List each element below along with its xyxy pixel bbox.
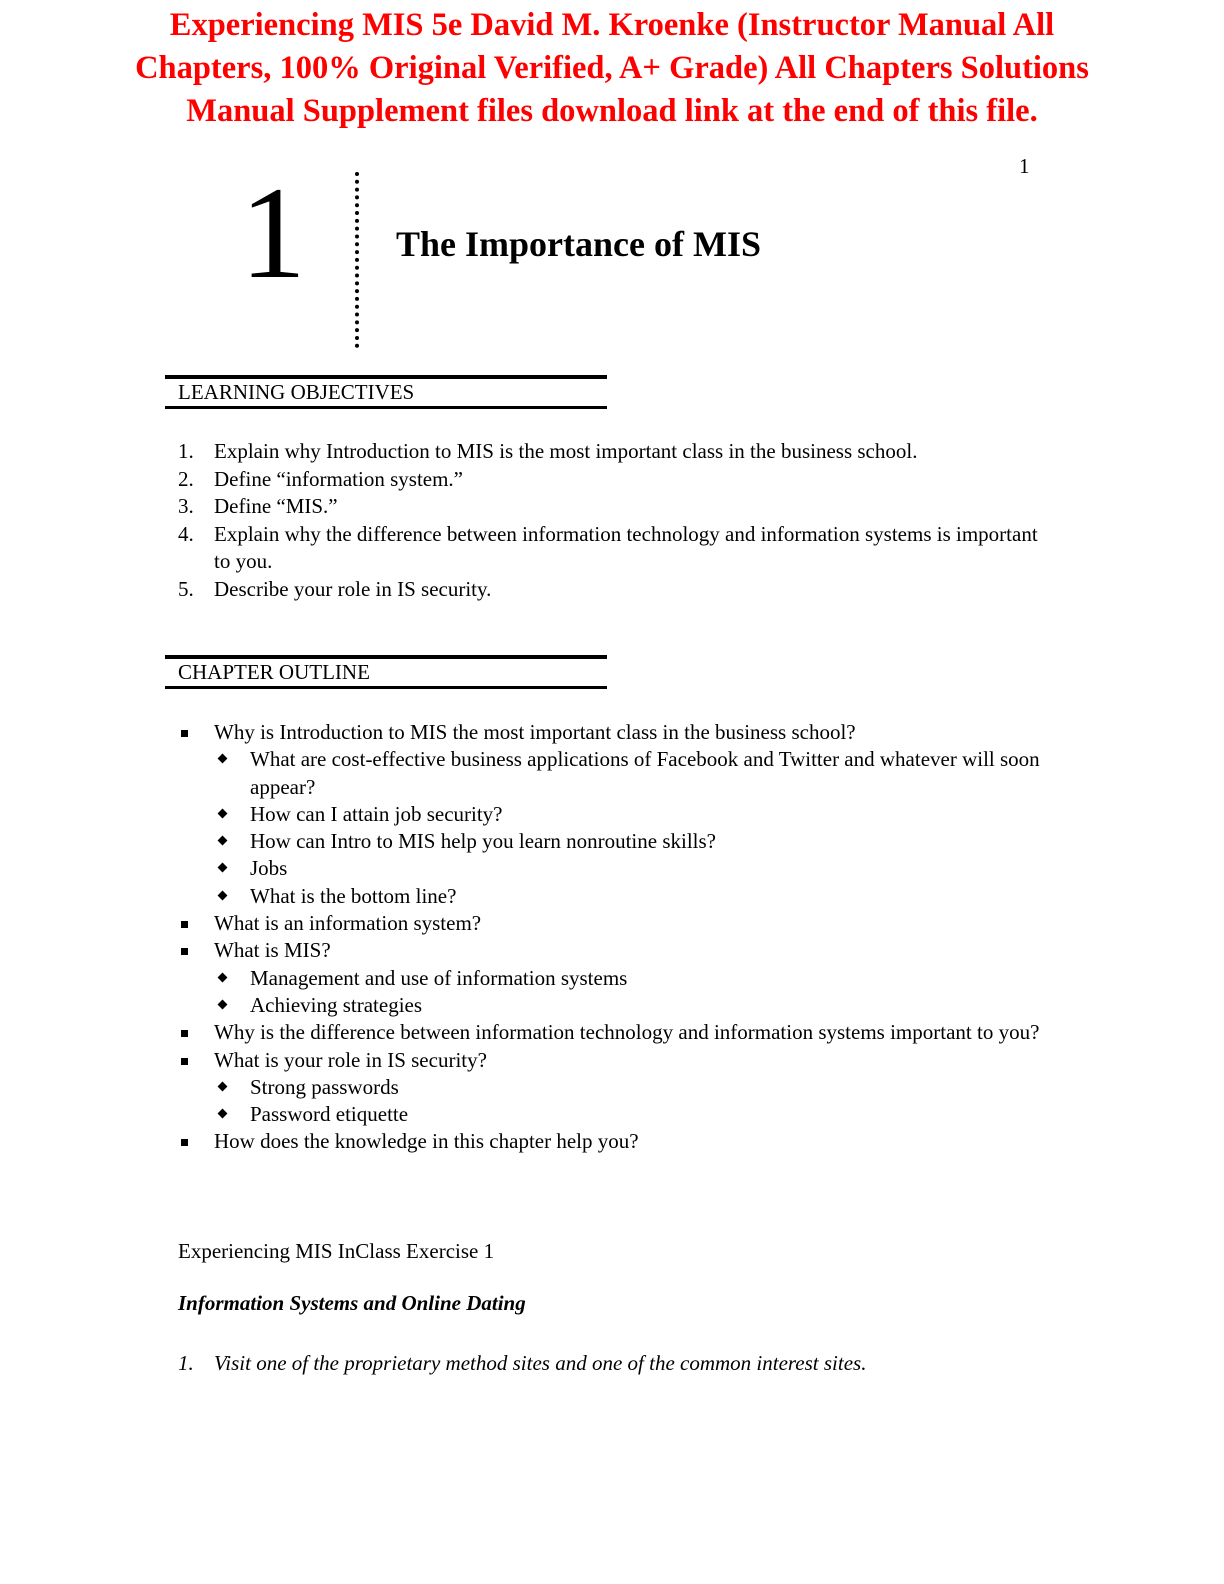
outline-subitem [214,1074,1058,1101]
learning-objectives-header [165,375,607,409]
diamond-bullet-icon [218,863,228,873]
exercise-question-text: Visit one of the proprietary method sites and one of the common interest sites. [214,1351,867,1375]
learning-objectives-heading: LEARNING OBJECTIVES [178,380,415,404]
objective-number: 5. [178,576,194,601]
outline-subitem-text: Jobs [250,856,288,881]
outline-subitem [214,883,1058,910]
square-bullet-icon [181,921,188,928]
objective-text: Describe your role in IS security. [214,576,492,601]
banner-line-1: Experiencing MIS 5e David M. Kroenke (Instructor Manual All [169,7,1055,43]
outline-subitem [214,965,1058,992]
exercise-question-number: 1. [178,1351,194,1375]
chapter-divider [355,172,359,348]
learning-objectives-list [178,438,1058,603]
outline-item [178,910,1058,937]
diamond-bullet-icon [218,808,228,818]
outline-subitem-text: How can I attain job security? [250,801,503,826]
outline-subitem [214,855,1058,882]
objective-text: Define “information system.” [214,466,464,491]
banner-line-3: Manual Supplement files download link at the end of this file. [186,93,1038,129]
outline-sublist [214,965,1058,1020]
outline-item-text: What is MIS? [214,938,331,963]
header-rule-bottom [165,686,607,689]
chapter-outline-list [178,719,1058,1156]
outline-item [178,719,1058,910]
outline-subitem [214,801,1058,828]
objective-number: 4. [178,521,194,546]
diamond-bullet-icon [218,754,228,764]
square-bullet-icon [181,1139,188,1146]
outline-subitem [214,1101,1058,1128]
promo-banner [40,4,1184,133]
square-bullet-icon [181,1030,188,1037]
diamond-bullet-icon [218,890,228,900]
objective-item [178,466,1058,494]
outline-subitem-text: What is the bottom line? [250,883,457,908]
outline-subitem [214,992,1058,1019]
square-bullet-icon [181,948,188,955]
outline-subitem [214,746,1058,801]
outline-subitem-text: Password etiquette [250,1102,409,1127]
objective-item [178,521,1058,576]
diamond-bullet-icon [218,1000,228,1010]
diamond-bullet-icon [218,972,228,982]
outline-item-text: Why is Introduction to MIS the most important class in the business school? [214,720,856,744]
outline-item [178,1128,1058,1155]
chapter-outline-heading: CHAPTER OUTLINE [178,660,370,684]
diamond-bullet-icon [218,836,228,846]
square-bullet-icon [181,730,188,737]
outline-item-text: What is your role in IS security? [214,1047,487,1072]
objective-item [178,493,1058,521]
chapter-number: 1 [240,159,306,306]
outline-item-text: Why is the difference between information technology and information systems important to you? [214,1020,1040,1045]
objective-text: Explain why Introduction to MIS is the most important class in the business school. [214,439,918,463]
header-rule-bottom [165,406,607,409]
chapter-title: The Importance of MIS [396,224,761,264]
chapter-outline-header [165,655,607,689]
exercise-subtitle: Information Systems and Online Dating [178,1291,526,1315]
objective-text: Define “MIS.” [214,494,338,518]
diamond-bullet-icon [218,1081,228,1091]
outline-item [178,1047,1058,1129]
outline-item [178,1019,1058,1046]
square-bullet-icon [181,1058,188,1065]
outline-subitem-text: Strong passwords [250,1074,399,1099]
objective-text: Explain why the difference between information technology and information systems is important to you. [214,521,1038,573]
outline-sublist [214,1074,1058,1129]
outline-item-text: How does the knowledge in this chapter help you? [214,1129,639,1154]
objective-number: 2. [178,466,194,491]
outline-subitem-text: How can Intro to MIS help you learn nonroutine skills? [250,829,716,854]
outline-subitem-text: What are cost-effective business applications of Facebook and Twitter and whatever will soon appear? [250,747,1040,799]
outline-item-text: What is an information system? [214,911,482,936]
outline-subitem-text: Achieving strategies [250,992,423,1017]
outline-item [178,937,1058,1019]
objective-number: 3. [178,494,194,518]
objective-item [178,576,1058,604]
exercise-heading: Experiencing MIS InClass Exercise 1 [178,1239,495,1263]
outline-subitem [214,828,1058,855]
objective-number: 1. [178,439,194,463]
outline-sublist [214,746,1058,910]
outline-subitem-text: Management and use of information systems [250,965,628,990]
objective-item [178,438,1058,466]
banner-line-2: Chapters, 100% Original Verified, A+ Grade) All Chapters Solutions [135,50,1089,86]
diamond-bullet-icon [218,1109,228,1119]
exercise-question [178,1349,866,1377]
page-number: 1 [1019,154,1030,178]
